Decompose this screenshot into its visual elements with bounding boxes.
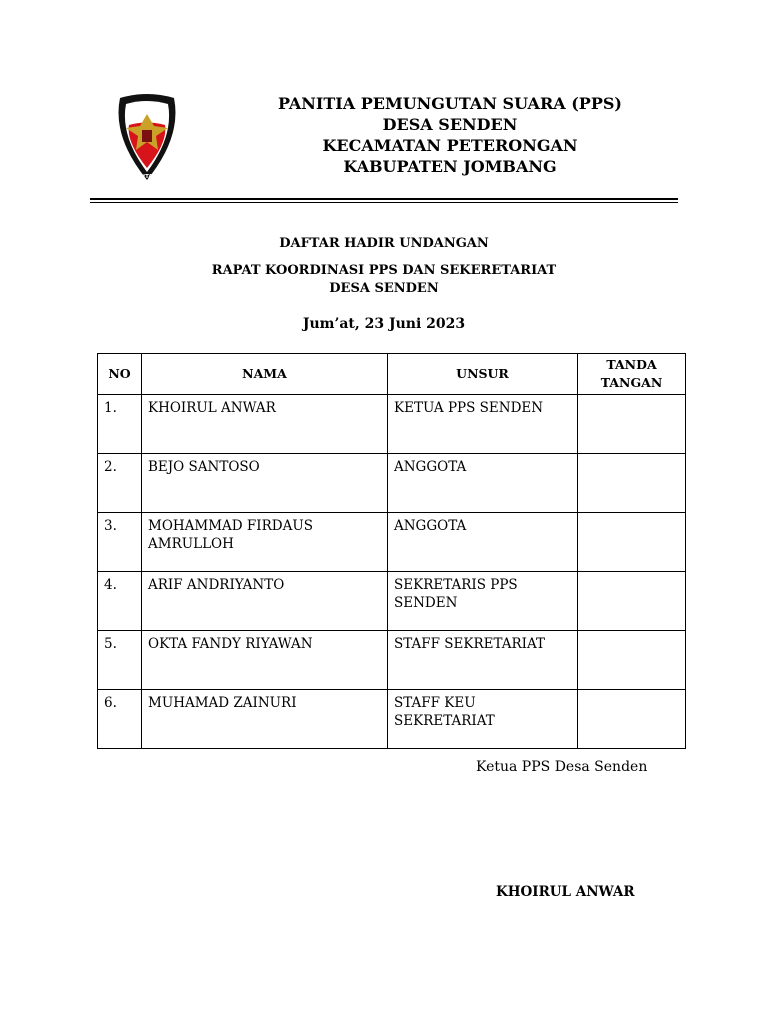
cell-signature [578, 690, 686, 749]
cell-nama: BEJO SANTOSO [142, 454, 388, 513]
meeting-title: RAPAT KOORDINASI PPS DAN SEKERETARIAT [211, 263, 557, 278]
cell-nama: MOHAMMAD FIRDAUS AMRULLOH [142, 513, 388, 572]
table-row [98, 690, 686, 749]
header-divider-thin [90, 202, 678, 203]
org-name: PANITIA PEMUNGUTAN SUARA (PPS) [277, 94, 622, 113]
header-tanda-tangan: TANDA TANGAN [578, 354, 686, 395]
table-row [98, 395, 686, 454]
header-unsur: UNSUR [388, 354, 578, 395]
meeting-location: DESA SENDEN [329, 281, 439, 296]
org-district: KECAMATAN PETERONGAN [322, 136, 578, 155]
cell-nama: OKTA FANDY RIYAWAN [142, 631, 388, 690]
meeting-date: Jum’at, 23 Juni 2023 [302, 316, 466, 332]
signatory-role: Ketua PPS Desa Senden [476, 759, 648, 775]
cell-unsur: ANGGOTA [388, 454, 578, 513]
header-nama: NAMA [142, 354, 388, 395]
svg-text:PEMUNGUTAN SUARA: PEMUNGUTAN SUARA [113, 174, 181, 180]
table-row [98, 454, 686, 513]
cell-signature [578, 631, 686, 690]
cell-unsur: STAFF KEU SEKRETARIAT [388, 690, 578, 749]
table-row [98, 572, 686, 631]
cell-unsur: STAFF SEKRETARIAT [388, 631, 578, 690]
org-regency: KABUPATEN JOMBANG [343, 157, 557, 176]
header-divider-thick [90, 198, 678, 200]
cell-no: 3. [98, 513, 142, 572]
cell-no: 1. [98, 395, 142, 454]
cell-unsur: KETUA PPS SENDEN [388, 395, 578, 454]
cell-nama: KHOIRUL ANWAR [142, 395, 388, 454]
cell-no: 5. [98, 631, 142, 690]
cell-signature [578, 572, 686, 631]
cell-unsur: SEKRETARIS PPS SENDEN [388, 572, 578, 631]
cell-no: 4. [98, 572, 142, 631]
cell-no: 2. [98, 454, 142, 513]
cell-unsur: ANGGOTA [388, 513, 578, 572]
cell-nama: MUHAMAD ZAINURI [142, 690, 388, 749]
document-title: DAFTAR HADIR UNDANGAN [279, 236, 489, 251]
header-no: NO [98, 354, 142, 395]
svg-text:PANITIA: PANITIA [129, 102, 165, 111]
org-village: DESA SENDEN [382, 115, 518, 134]
cell-signature [578, 454, 686, 513]
cell-nama: ARIF ANDRIYANTO [142, 572, 388, 631]
table-row [98, 513, 686, 572]
cell-signature [578, 513, 686, 572]
organization-header [240, 93, 660, 177]
table-header-row [98, 354, 686, 395]
pps-logo-emblem [108, 92, 186, 182]
signatory-name: KHOIRUL ANWAR [496, 884, 635, 900]
attendance-table [97, 353, 686, 749]
table-row [98, 631, 686, 690]
cell-signature [578, 395, 686, 454]
cell-no: 6. [98, 690, 142, 749]
